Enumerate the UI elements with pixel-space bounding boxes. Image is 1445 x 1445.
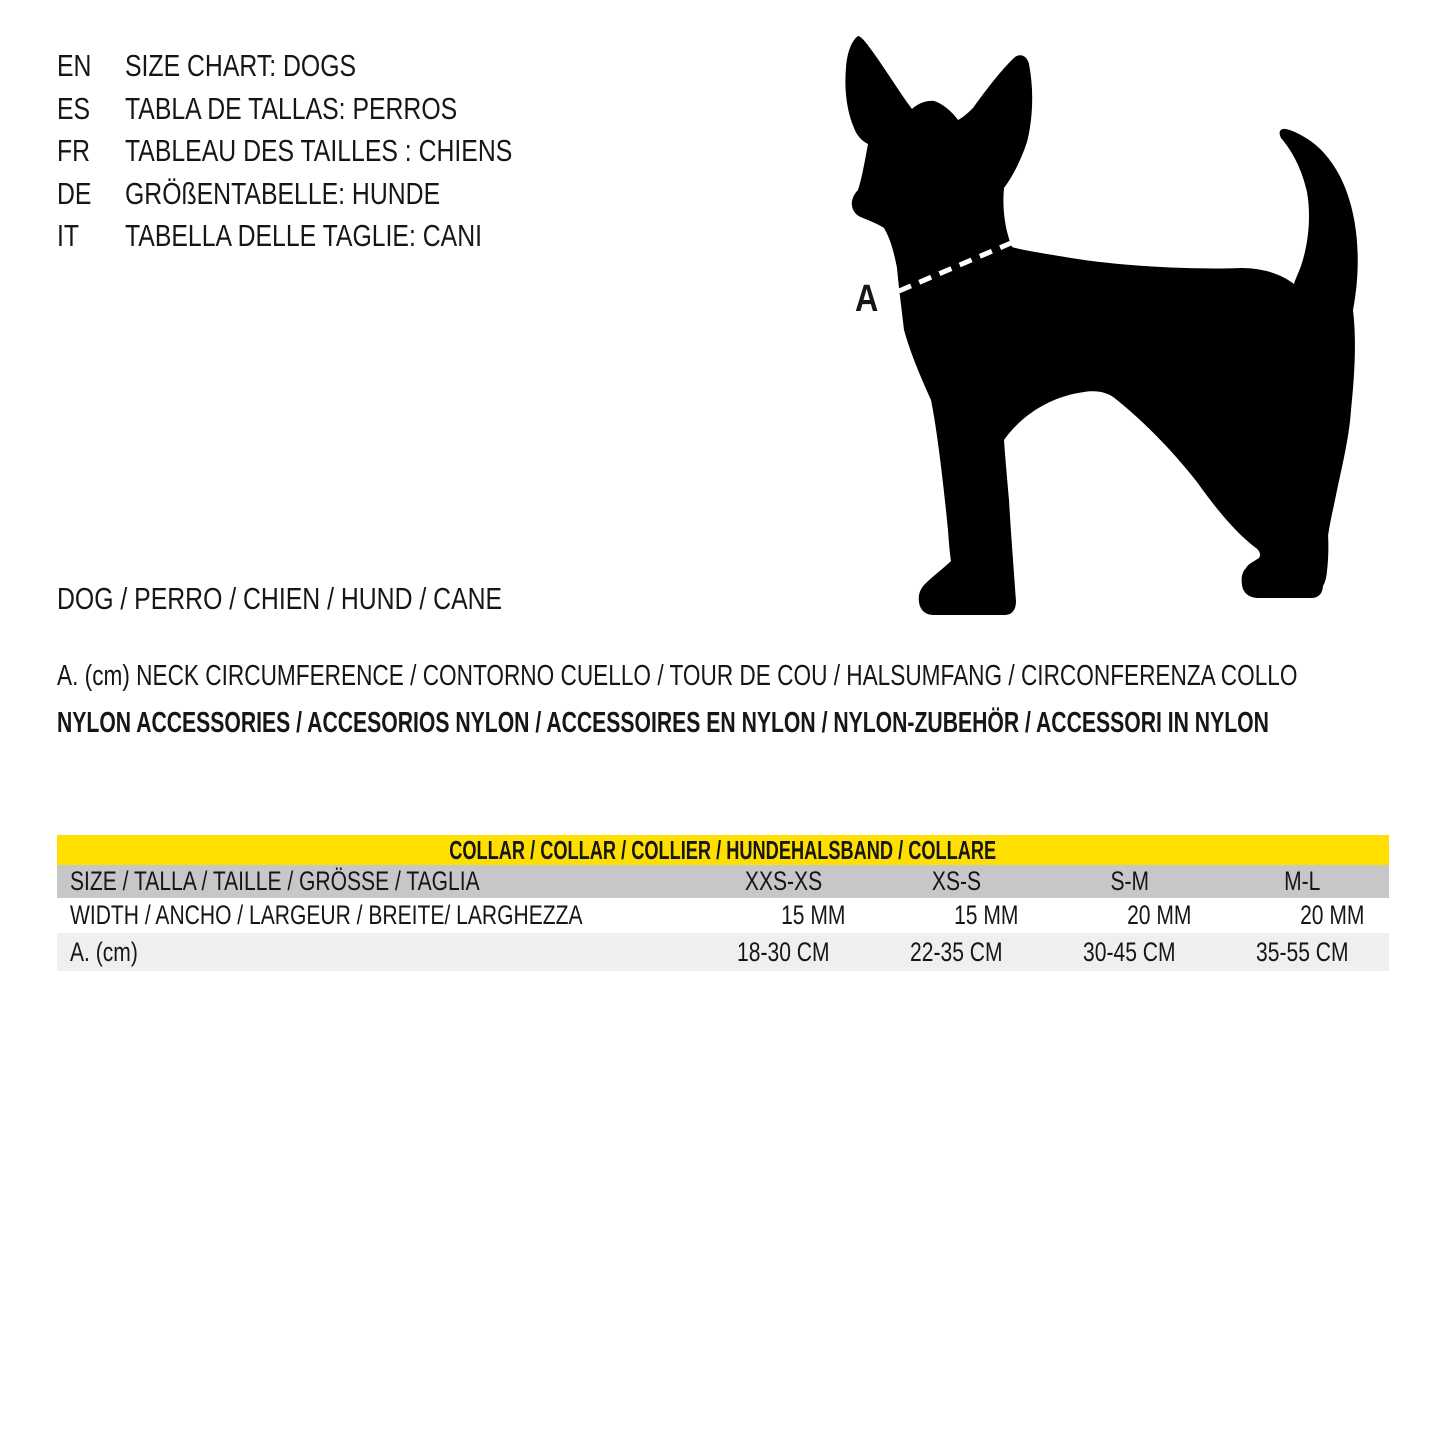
size-value: M-L bbox=[1284, 866, 1321, 896]
language-code: IT bbox=[57, 218, 80, 253]
figure-caption: DOG / PERRO / CHIEN / HUND / CANE bbox=[57, 581, 503, 616]
dog-body-shape bbox=[845, 36, 1357, 615]
size-value: XXS-XS bbox=[744, 866, 823, 896]
language-list bbox=[57, 45, 609, 258]
width-value: 15 MM bbox=[954, 900, 1019, 930]
size-value: S-M bbox=[1110, 866, 1149, 896]
language-row-de bbox=[57, 173, 609, 216]
neck-value: 22-35 CM bbox=[910, 936, 1003, 967]
table-row-width bbox=[57, 898, 1389, 933]
language-code: EN bbox=[57, 48, 92, 83]
dog-silhouette bbox=[840, 28, 1370, 628]
language-row-en bbox=[57, 45, 609, 88]
table-row-size bbox=[57, 865, 1389, 898]
row-label-size: SIZE / TALLA / TAILLE / GRÖSSE / TAGLIA bbox=[70, 866, 480, 896]
language-code: FR bbox=[57, 133, 91, 168]
table-title: COLLAR / COLLAR / COLLIER / HUNDEHALSBAND / COLLARE bbox=[449, 834, 997, 865]
width-value: 20 MM bbox=[1300, 900, 1365, 930]
language-title: TABELLA DELLE TAGLIE: CANI bbox=[125, 218, 482, 253]
language-row-it bbox=[57, 215, 609, 258]
language-row-fr bbox=[57, 130, 609, 173]
width-value: 20 MM bbox=[1127, 900, 1192, 930]
language-code: ES bbox=[57, 90, 91, 126]
width-value: 15 MM bbox=[781, 900, 846, 930]
table-row-neck-circumference bbox=[57, 933, 1389, 971]
language-title: TABLEAU DES TAILLES : CHIENS bbox=[125, 133, 513, 168]
neck-value: 35-55 CM bbox=[1256, 936, 1349, 967]
language-title: SIZE CHART: DOGS bbox=[125, 48, 357, 83]
row-label-neck: A. (cm) bbox=[70, 936, 138, 967]
neck-value: 18-30 CM bbox=[737, 936, 830, 967]
language-title: GRÖßENTABELLE: HUNDE bbox=[125, 175, 441, 211]
measure-point-label: A bbox=[855, 278, 879, 320]
size-table bbox=[57, 835, 1389, 971]
language-code: DE bbox=[57, 175, 92, 211]
size-value: XS-S bbox=[931, 866, 982, 896]
neck-value: 30-45 CM bbox=[1083, 936, 1176, 967]
row-label-width: WIDTH / ANCHO / LARGEUR / BREITE/ LARGHEZZA bbox=[70, 900, 583, 930]
language-row-es bbox=[57, 88, 609, 131]
material-note: NYLON ACCESSORIES / ACCESORIOS NYLON / ACCESSOIRES EN NYLON / NYLON-ZUBEHÖR / ACCESSORI IN NYLON bbox=[57, 707, 1269, 739]
language-title: TABLA DE TALLAS: PERROS bbox=[125, 90, 458, 126]
table-title-row bbox=[57, 835, 1389, 865]
measurement-note: A. (cm) NECK CIRCUMFERENCE / CONTORNO CUELLO / TOUR DE COU / HALSUMFANG / CIRCONFERENZA COLLO bbox=[57, 660, 1298, 692]
